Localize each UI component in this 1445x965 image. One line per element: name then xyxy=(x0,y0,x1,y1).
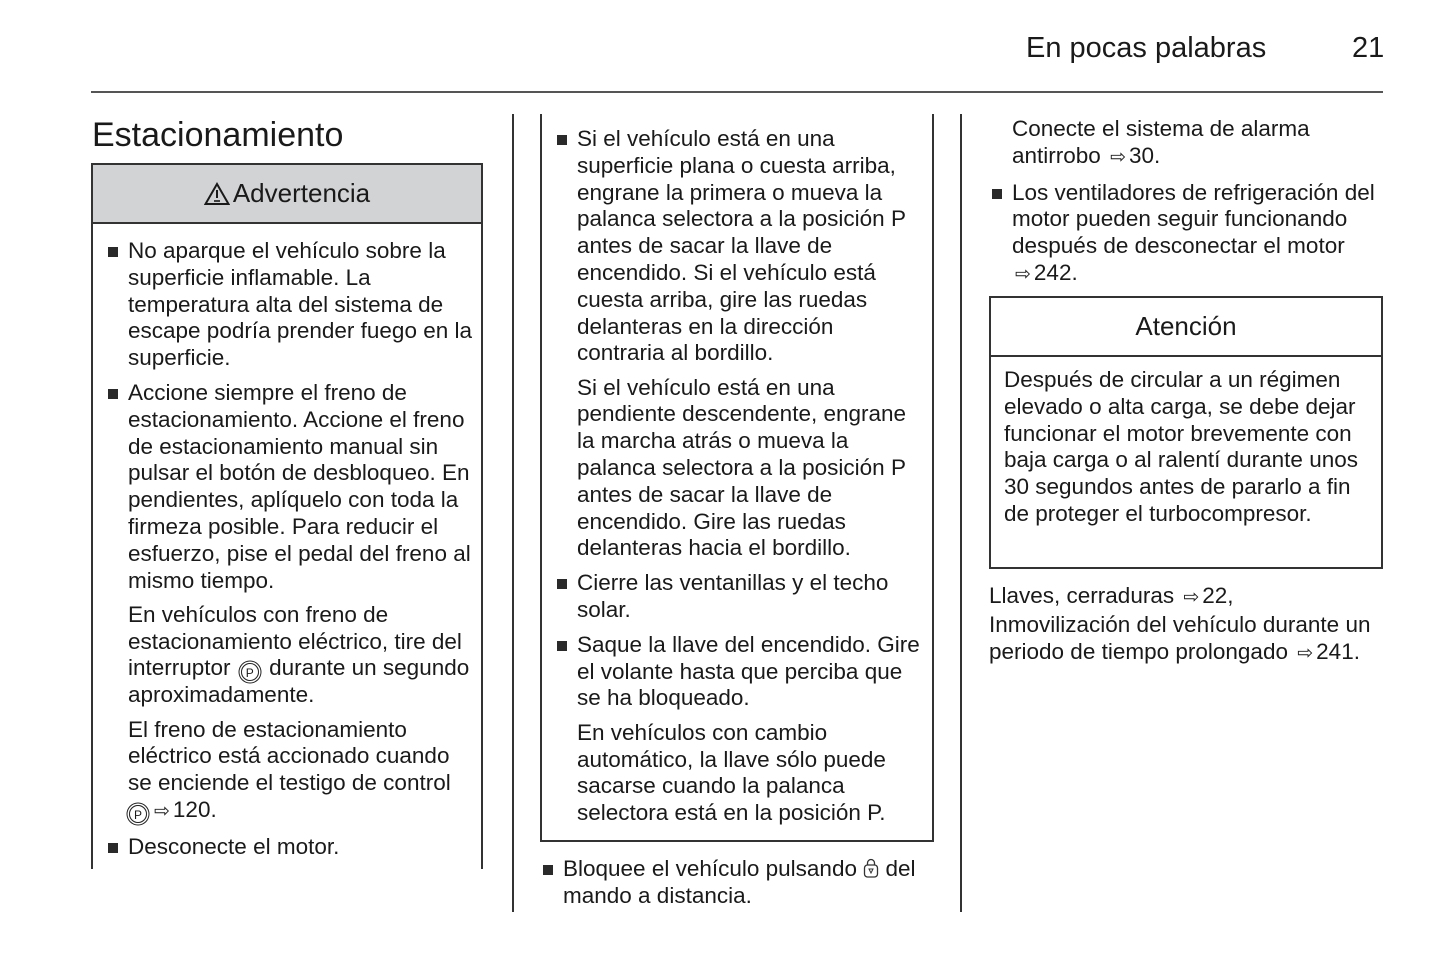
warning-para-electric-brake: En vehículos con freno de estacionamiento eléctrico, tire del interruptor P durante un segundo aproximadamente. xyxy=(128,601,470,708)
cross-references: Llaves, cerraduras ⇨ 22, Inmovilización del vehículo durante un periodo de tiempo prolongado ⇨ 241. xyxy=(989,583,1371,664)
page-reference[interactable]: 22, xyxy=(1202,583,1234,608)
warning-para-indicator: El freno de estacionamiento eléctrico está accionado cuando se enciende el testigo de control P ⇨ 120. xyxy=(128,716,451,822)
page-reference-arrow-icon: ⇨ xyxy=(1015,263,1031,285)
warning-item-3: Desconecte el motor. xyxy=(128,834,473,861)
warning-triangle-icon xyxy=(204,182,230,206)
warning-item-1: No aparque el vehículo sobre la superficie inflamable. La temperatura alta del sistema de escape podría prender fuego en la superficie. xyxy=(128,238,473,371)
lock-button-icon xyxy=(863,858,879,878)
warning-item-2: Accione siempre el freno de estacionamiento. Accione el freno de estacionamiento manual sin pulsar el botón de desbloqueo. En pendientes, aplíquelo con toda la firmeza posible. Para reducir el esfuerzo, pise el pedal del freno al mismo tiempo. xyxy=(128,380,473,594)
attention-header: Atención xyxy=(991,298,1381,357)
page-reference-arrow-icon: ⇨ xyxy=(1110,146,1126,168)
lock-vehicle-item: Bloquee el vehículo pulsando del mando a distancia. xyxy=(563,856,943,910)
parking-brake-symbol-icon: P xyxy=(241,663,259,681)
right-top-text xyxy=(1012,116,1387,289)
page-reference[interactable]: 242. xyxy=(1033,259,1078,285)
mid-item-1: Si el vehículo está en una superficie plana o cuesta arriba, engrane la primera o mueva la palanca selectora a la posición P antes de sacar la llave de encendido. Si el vehículo está cuesta arriba, gire las ruedas delanteras en la dirección contraria al bordillo. xyxy=(577,126,922,367)
attention-body: Después de circular a un régimen elevado o alta carga, se debe dejar funcionar el motor brevemente con baja carga o al ralentí durante unos 30 segundos antes de pararlo a fin de proteger el turbocompresor. xyxy=(1004,367,1358,526)
mid-para-2: En vehículos con cambio automático, la llave sólo puede sacarse cuando la palanca selectora está en la posición P. xyxy=(577,719,886,826)
page-reference[interactable]: 120. xyxy=(172,796,217,822)
cooling-fans-item: Los ventiladores de refrigeración del motor pueden seguir funcionando después de desconectar el motor ⇨ 242. xyxy=(1012,180,1387,289)
mid-item-2: Cierre las ventanillas y el techo solar. xyxy=(577,570,922,624)
page-number: 21 xyxy=(1352,32,1385,64)
warning-body xyxy=(128,238,473,861)
warning-box xyxy=(91,163,483,869)
page-reference-arrow-icon: ⇨ xyxy=(1183,587,1200,608)
page-reference-arrow-icon: ⇨ xyxy=(1297,642,1314,664)
header-divider xyxy=(91,91,1383,93)
alarm-para: Conecte el sistema de alarma antirrobo ⇨ 30. xyxy=(1012,116,1310,168)
parking-brake-symbol-icon: P xyxy=(129,805,147,823)
warning-label: Advertencia xyxy=(232,178,371,208)
running-header-title: En pocas palabras xyxy=(1026,32,1267,64)
section-title: Estacionamiento xyxy=(92,116,344,154)
page-reference[interactable]: 30. xyxy=(1129,142,1161,168)
column-divider-2 xyxy=(960,114,962,912)
page-reference[interactable]: 241. xyxy=(1316,638,1360,664)
mid-item-3: Saque la llave del encendido. Gire el volante hasta que perciba que se ha bloqueado. xyxy=(577,632,922,712)
column-divider-1 xyxy=(512,114,514,912)
attention-box xyxy=(989,296,1383,569)
continued-warning-box xyxy=(540,114,934,842)
warning-header xyxy=(93,165,481,224)
continued-warning-body xyxy=(577,126,922,827)
mid-para-1: Si el vehículo está en una pendiente descendente, engrane la marcha atrás o mueva la palanca selectora a la posición P antes de sacar la llave de encendido. Gire las ruedas delanteras hacia el bordillo. xyxy=(577,374,907,561)
page-reference-arrow-icon: ⇨ xyxy=(154,800,170,822)
